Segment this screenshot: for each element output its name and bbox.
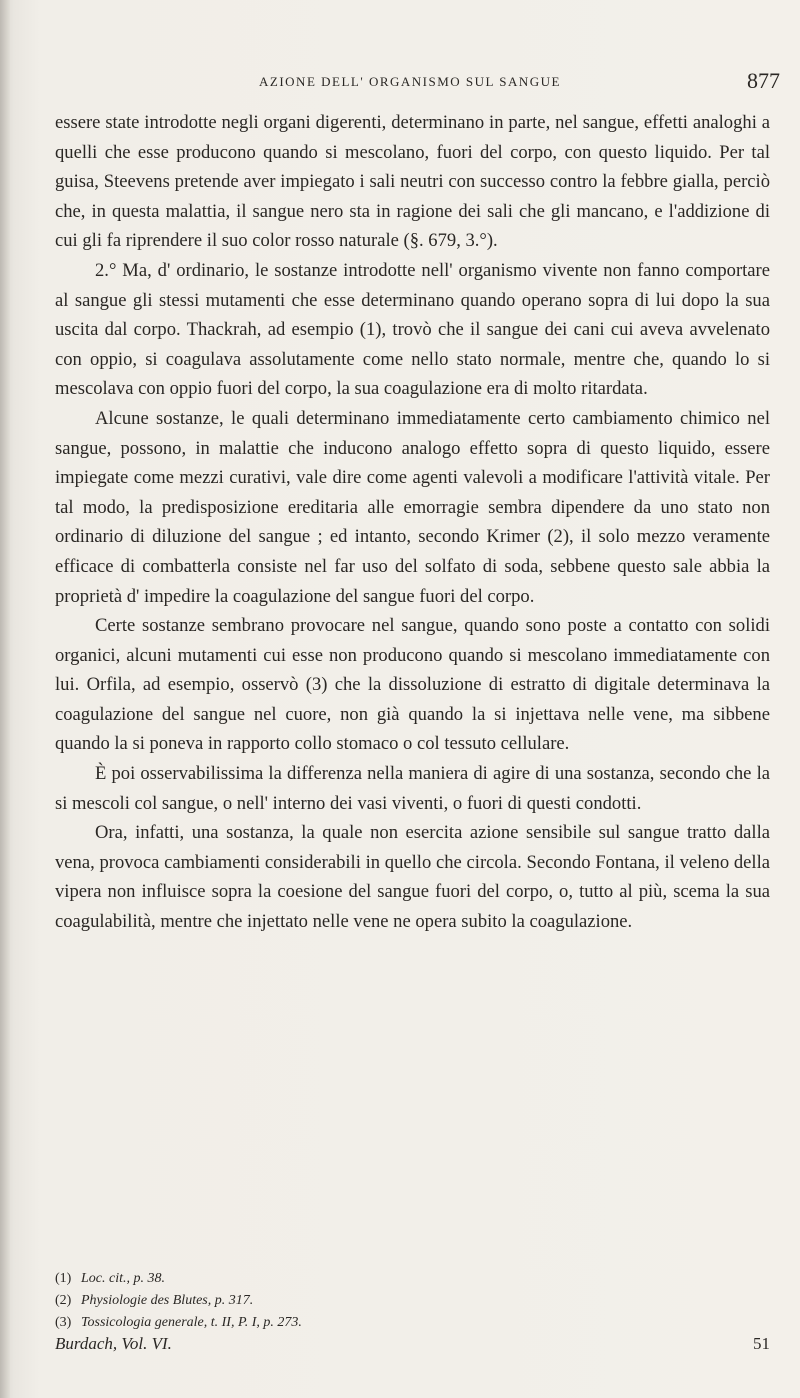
page-number: 877 [747, 68, 780, 93]
paragraph: Alcune sostanze, le quali determinano immediatamente certo cambiamento chimico nel sangue, possono, in malattie che inducono analogo effetto sopra di questo liquido, essere impiegate come mezzi curativi, vale dire come agenti valevoli a modificare l'attività vitale. Per tal modo, la predisposizione ereditaria alle emorragie sembra dipendere da uno stato non ordinario di diluzione del sangue ; ed intanto, secondo Krimer (2), il solo mezzo veramente efficace di combatterla consiste nel far uso del solfato di soda, sebbene questo sale abbia la proprietà d' impedire la coagulazione del sangue fuori del corpo. [55, 407, 770, 607]
signature-number: 51 [753, 1334, 770, 1353]
footnote [55, 1312, 770, 1334]
paragraph: È poi osservabilissima la differenza nella maniera di agire di una sostanza, secondo che la si mescoli col sangue, o nell' interno dei vasi viventi, o fuori di questi condotti. [55, 763, 770, 814]
footnote-text: Tossicologia generale, t. II, P. I, p. 273. [81, 1315, 302, 1330]
page-header [40, 68, 780, 98]
page-spine-shadow [0, 0, 10, 1398]
footnote-number: (1) [55, 1271, 72, 1286]
signature-mark: Burdach, Vol. VI. [55, 1334, 172, 1353]
paragraph: Ora, infatti, una sostanza, la quale non esercita azione sensibile sul sangue tratto dalla vena, provoca cambiamenti considerabili in quello che circola. Secondo Fontana, il veleno della vipera non influisce sopra la coesione del sangue fuori del corpo, o, tutto al più, scema la sua coagulabilità, mentre che injettato nelle vene ne opera subito la coagulazione. [55, 822, 770, 933]
footnote-text: Loc. cit., p. 38. [81, 1271, 165, 1286]
body-text [55, 108, 770, 937]
paragraph: Certe sostanze sembrano provocare nel sangue, quando sono poste a contatto con solidi organici, alcuni mutamenti cui esse non producono quando si mescolano immediatamente con lui. Orfila, ad esempio, osservò (3) che la dissoluzione di estratto di digitale determinava la coagulazione del sangue nel cuore, non già quando la si injettava nelle vene, ma sibbene quando la si poneva in rapporto collo stomaco o col tessuto cellulare. [55, 615, 770, 755]
footnote-number: (3) [55, 1315, 72, 1330]
paragraph: 2.° Ma, d' ordinario, le sostanze introdotte nell' organismo vivente non fanno comportare al sangue gli stessi mutamenti che esse determinano quando operano sopra di lui dopo la sua uscita dal corpo. Thackrah, ad esempio (1), trovò che il sangue dei cani cui aveva avvelenato con oppio, si coagulava assolutamente come nello stato normale, mentre che, quando lo si mescolava con oppio fuori del corpo, la sua coagulazione era di molto ritardata. [55, 259, 770, 400]
footnotes [55, 1268, 770, 1334]
footnote-number: (2) [55, 1293, 72, 1308]
running-title: AZIONE DELL' ORGANISMO SUL SANGUE [259, 74, 561, 89]
footnote-text: Physiologie des Blutes, p. 317. [81, 1293, 254, 1308]
printer-signature [55, 1334, 770, 1360]
footnote [55, 1290, 770, 1312]
paragraph: essere state introdotte negli organi digerenti, determinano in parte, nel sangue, effetti analoghi a quelli che esse producono quando si mescolano, fuori del corpo, con questo liquido. Per tal guisa, Steevens pretende aver impiegato i sali neutri con successo contro la febbre gialla, perciò che, in questa malattia, il sangue nero sta in ragione dei sali che gli mancano, e l'addizione di cui gli fa riprendere il suo color rosso naturale (§. 679, 3.°). [55, 112, 770, 252]
footnote [55, 1268, 770, 1290]
